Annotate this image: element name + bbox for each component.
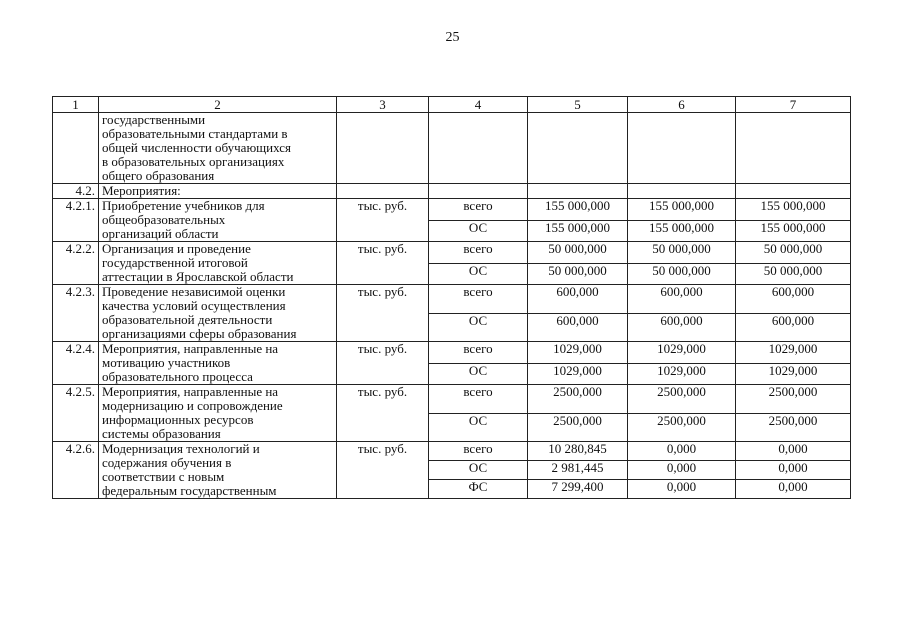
value-col-5: 50 000,000 — [528, 263, 628, 285]
header-col-1: 1 — [53, 97, 99, 113]
section-row — [53, 184, 851, 199]
budget-table — [52, 96, 851, 499]
funding-source: всего — [429, 385, 528, 414]
item-unit: тыс. руб. — [337, 342, 429, 385]
continuation-row — [53, 113, 851, 184]
value-col-7: 50 000,000 — [736, 242, 851, 264]
description-line: образовательной деятельности — [102, 312, 273, 327]
item-unit: тыс. руб. — [337, 242, 429, 285]
value-col-5: 155 000,000 — [528, 199, 628, 221]
value-col-6: 2500,000 — [628, 413, 736, 442]
value-col-6: 0,000 — [628, 461, 736, 480]
value-col-6: 155 000,000 — [628, 199, 736, 221]
header-col-3: 3 — [337, 97, 429, 113]
value-col-6: 155 000,000 — [628, 220, 736, 242]
description-line: содержания обучения в — [102, 455, 232, 470]
value-col-6: 1029,000 — [628, 363, 736, 385]
header-row — [53, 97, 851, 113]
value-col-7: 2500,000 — [736, 385, 851, 414]
description-line: Организация и проведение — [102, 241, 251, 256]
value-col-7: 155 000,000 — [736, 199, 851, 221]
value-col-7: 600,000 — [736, 313, 851, 342]
description-line: федеральным государственным — [102, 483, 277, 498]
description-line: общеобразовательных — [102, 212, 226, 227]
item-number: 4.2.6. — [53, 442, 99, 499]
item-number: 4.2.3. — [53, 285, 99, 342]
section-title: Мероприятия: — [99, 184, 337, 199]
description-line: аттестации в Ярославской области — [102, 269, 294, 284]
description-line: образовательного процесса — [102, 369, 253, 384]
value-col-5: 2500,000 — [528, 385, 628, 414]
value-col-7: 1029,000 — [736, 363, 851, 385]
table-row — [53, 199, 851, 221]
description-line: модернизацию и сопровождение — [102, 398, 283, 413]
description-line: информационных ресурсов — [102, 412, 254, 427]
description-line: соответствии с новым — [102, 469, 225, 484]
description-line: системы образования — [102, 426, 221, 441]
description-line: мотивацию участников — [102, 355, 231, 370]
value-col-6: 50 000,000 — [628, 242, 736, 264]
funding-source: ОС — [429, 220, 528, 242]
value-col-6: 600,000 — [628, 313, 736, 342]
header-col-4: 4 — [429, 97, 528, 113]
table-row — [53, 342, 851, 364]
funding-source: всего — [429, 285, 528, 314]
funding-source: ФС — [429, 480, 528, 499]
description-line: качества условий осуществления — [102, 298, 286, 313]
continuation-line: государственными — [102, 112, 206, 127]
value-col-7: 0,000 — [736, 461, 851, 480]
funding-source: ОС — [429, 313, 528, 342]
funding-source: всего — [429, 242, 528, 264]
funding-source: ОС — [429, 263, 528, 285]
description-line: государственной итоговой — [102, 255, 248, 270]
value-col-7: 600,000 — [736, 285, 851, 314]
item-unit: тыс. руб. — [337, 385, 429, 442]
value-col-6: 600,000 — [628, 285, 736, 314]
table-row — [53, 442, 851, 461]
item-description — [99, 442, 337, 499]
item-number: 4.2.5. — [53, 385, 99, 442]
value-col-6: 0,000 — [628, 480, 736, 499]
page-number: 25 — [445, 30, 460, 45]
description-line: Мероприятия, направленные на — [102, 341, 279, 356]
value-col-5: 2500,000 — [528, 413, 628, 442]
value-col-5: 1029,000 — [528, 363, 628, 385]
value-col-5: 7 299,400 — [528, 480, 628, 499]
item-description — [99, 385, 337, 442]
funding-source: всего — [429, 342, 528, 364]
funding-source: ОС — [429, 461, 528, 480]
value-col-5: 10 280,845 — [528, 442, 628, 461]
description-line: Проведение независимой оценки — [102, 284, 286, 299]
value-col-7: 0,000 — [736, 442, 851, 461]
header-col-6: 6 — [628, 97, 736, 113]
item-number: 4.2.1. — [53, 199, 99, 242]
header-col-5: 5 — [528, 97, 628, 113]
value-col-6: 1029,000 — [628, 342, 736, 364]
section-number: 4.2. — [53, 184, 99, 199]
value-col-7: 1029,000 — [736, 342, 851, 364]
value-col-7: 0,000 — [736, 480, 851, 499]
value-col-5: 600,000 — [528, 285, 628, 314]
item-description — [99, 285, 337, 342]
funding-source: всего — [429, 442, 528, 461]
value-col-6: 2500,000 — [628, 385, 736, 414]
description-line: Модернизация технологий и — [102, 441, 260, 456]
item-number: 4.2.2. — [53, 242, 99, 285]
value-col-7: 2500,000 — [736, 413, 851, 442]
table-row — [53, 285, 851, 314]
funding-source: ОС — [429, 413, 528, 442]
value-col-5: 155 000,000 — [528, 220, 628, 242]
item-description — [99, 242, 337, 285]
table-row — [53, 242, 851, 264]
value-col-6: 50 000,000 — [628, 263, 736, 285]
header-col-7: 7 — [736, 97, 851, 113]
item-number: 4.2.4. — [53, 342, 99, 385]
continuation-line: общего образования — [102, 168, 215, 183]
funding-source: ОС — [429, 363, 528, 385]
value-col-5: 600,000 — [528, 313, 628, 342]
continuation-line: общей численности обучающихся — [102, 140, 292, 155]
table-row — [53, 385, 851, 414]
value-col-6: 0,000 — [628, 442, 736, 461]
description-line: Мероприятия, направленные на — [102, 384, 279, 399]
continuation-text — [99, 113, 337, 184]
item-unit: тыс. руб. — [337, 442, 429, 499]
value-col-5: 1029,000 — [528, 342, 628, 364]
description-line: организаций области — [102, 226, 219, 241]
item-unit: тыс. руб. — [337, 285, 429, 342]
funding-source: всего — [429, 199, 528, 221]
item-description — [99, 342, 337, 385]
value-col-7: 155 000,000 — [736, 220, 851, 242]
item-description — [99, 199, 337, 242]
value-col-5: 2 981,445 — [528, 461, 628, 480]
description-line: организациями сферы образования — [102, 326, 297, 341]
header-col-2: 2 — [99, 97, 337, 113]
value-col-5: 50 000,000 — [528, 242, 628, 264]
continuation-line: образовательными стандартами в — [102, 126, 288, 141]
description-line: Приобретение учебников для — [102, 198, 265, 213]
value-col-7: 50 000,000 — [736, 263, 851, 285]
item-unit: тыс. руб. — [337, 199, 429, 242]
continuation-line: в образовательных организациях — [102, 154, 285, 169]
